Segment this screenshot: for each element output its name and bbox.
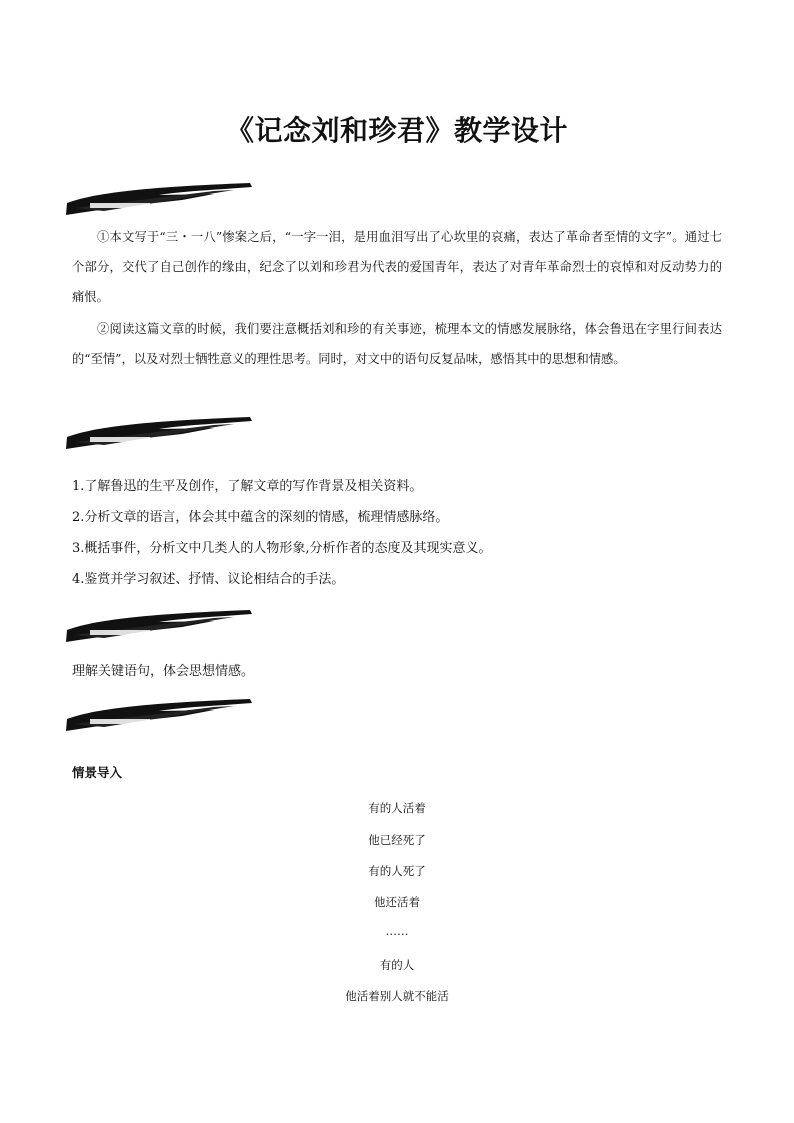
section-banner-brush-icon [64,415,254,451]
subheading: 情景导入 [72,765,123,780]
poem-line: …… [385,924,409,938]
poem-line: 有的人活着 [368,801,426,815]
objective-item: 2.分析文章的语言，体会其中蕴含的深刻的情感，梳理情感脉络。 [72,510,449,525]
objective-item: 1.了解鲁迅的生平及创作，了解文章的写作背景及相关资料。 [72,479,423,494]
poem-line: 有的人 [379,958,415,972]
key-point-text: 理解关键语句，体会思想情感。 [72,664,255,679]
section-banner-brush-icon [64,697,254,733]
poem-line: 他活着别人就不能活 [345,989,449,1003]
objective-item: 3.概括事件，分析文中几类人的人物形象,分析作者的态度及其现实意义。 [72,541,492,556]
page-title: 《记念刘和珍君》教学设计 [225,114,568,147]
objective-item: 4.鉴赏并学习叙述、抒情、议论相结合的手法。 [72,572,345,587]
poem-line: 有的人死了 [368,864,426,878]
section-banner-brush-icon [64,608,254,644]
poem-line: 他已经死了 [368,833,426,847]
intro-paragraph: ②阅读这篇文章的时候，我们要注意概括刘和珍的有关事迹，梳理本文的情感发展脉络，体会鲁迅在字里行间表达的“至情”，以及对烈士牺牲意义的理性思考。同时，对文中的语句反复品味，感悟其中的思想和情感。 [72,322,722,366]
poem-line: 他还活着 [374,895,420,909]
intro-paragraph: ①本文写于“三・一八”惨案之后，“一字一泪，是用血泪写出了心坎里的哀痛，表达了革命者至情的文字”。通过七个部分，交代了自己创作的缘由，纪念了以刘和珍君为代表的爱国青年，表达了对青年革命烈士的哀悼和对反动势力的痛恨。 [72,230,722,304]
section-banner-brush-icon [64,181,254,217]
